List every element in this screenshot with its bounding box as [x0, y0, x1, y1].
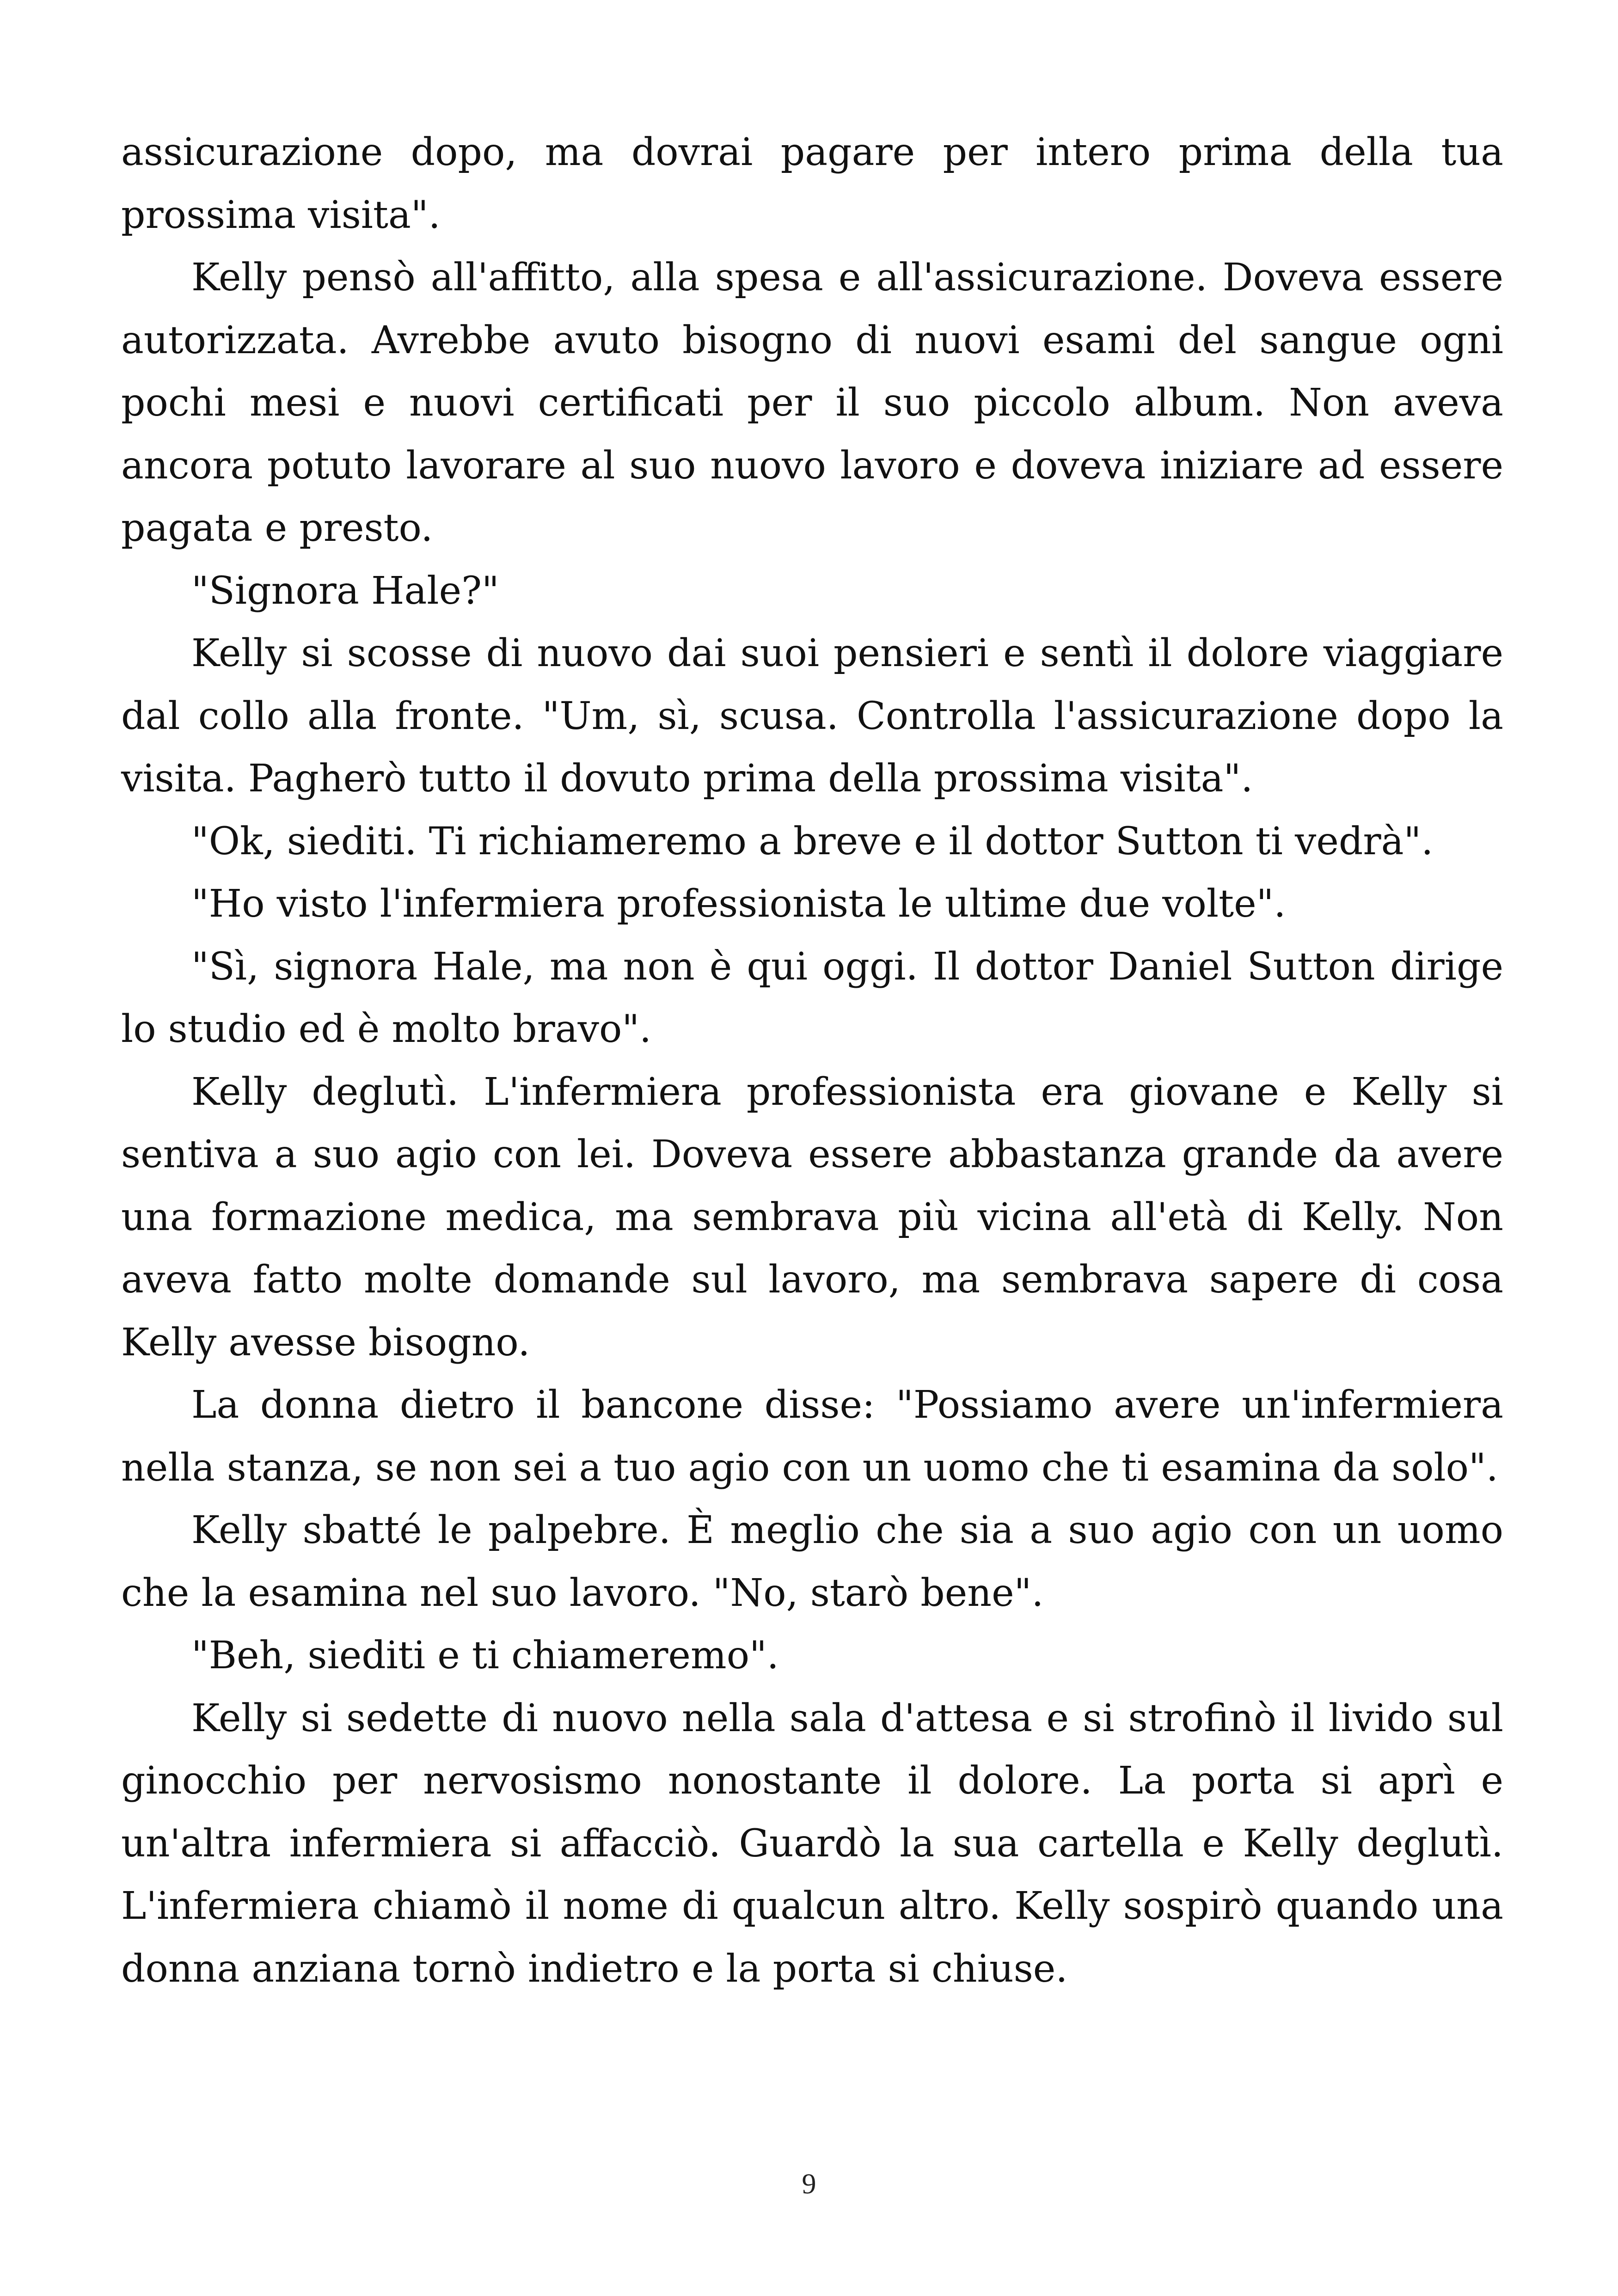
paragraph-continuation: assicurazione dopo, ma dovrai pagare per intero prima della tua prossima visita".: [121, 130, 1503, 237]
paragraph-dialogue: "Signora Hale?": [191, 569, 499, 613]
page-text-body: [121, 121, 1503, 2000]
paragraph: Kelly si sedette di nuovo nella sala d'attesa e si strofinò il livido sul ginocchio per nervosismo nonostante il dolore. La porta si aprì e un'altra infermiera si affacciò. Guardò la sua cartella e Kelly deglutì. L'infermiera chiamò il nome di qualcun altro. Kelly sospirò quando una donna anziana tornò indietro e la porta si chiuse.: [121, 1696, 1503, 1991]
paragraph: Kelly deglutì. L'infermiera professionista era giovane e Kelly si sentiva a suo agio con lei. Doveva essere abbastanza grande da avere una formazione medica, ma sembrava più vicina all'età di Kelly. Non aveva fatto molte domande sul lavoro, ma sembrava sapere di cosa Kelly avesse bisogno.: [121, 1070, 1503, 1365]
paragraph: Kelly si scosse di nuovo dai suoi pensieri e sentì il dolore viaggiare dal collo alla fronte. "Um, sì, scusa. Controlla l'assicurazione dopo la visita. Pagherò tutto il dovuto prima della prossima visita".: [121, 631, 1503, 801]
paragraph: Kelly pensò all'affitto, alla spesa e all'assicurazione. Doveva essere autorizzata. Avrebbe avuto bisogno di nuovi esami del sangue ogni pochi mesi e nuovi certificati per il suo piccolo album. Non aveva ancora potuto lavorare al suo nuovo lavoro e doveva iniziare ad essere pagata e presto.: [121, 256, 1503, 550]
paragraph-dialogue: "Ho visto l'infermiera professionista le ultime due volte".: [191, 882, 1286, 926]
page-number: 9: [802, 2168, 816, 2200]
paragraph: La donna dietro il bancone disse: "Possiamo avere un'infermiera nella stanza, se non sei a tuo agio con un uomo che ti esamina da solo".: [121, 1383, 1503, 1490]
paragraph-dialogue: "Ok, siediti. Ti richiameremo a breve e il dottor Sutton ti vedrà".: [191, 819, 1434, 863]
paragraph-dialogue: "Sì, signora Hale, ma non è qui oggi. Il dottor Daniel Sutton dirige lo studio ed è molto bravo".: [121, 944, 1503, 1051]
paragraph-dialogue: "Beh, siediti e ti chiameremo".: [191, 1634, 779, 1678]
paragraph: Kelly sbatté le palpebre. È meglio che sia a suo agio con un uomo che la esamina nel suo lavoro. "No, starò bene".: [121, 1508, 1503, 1615]
